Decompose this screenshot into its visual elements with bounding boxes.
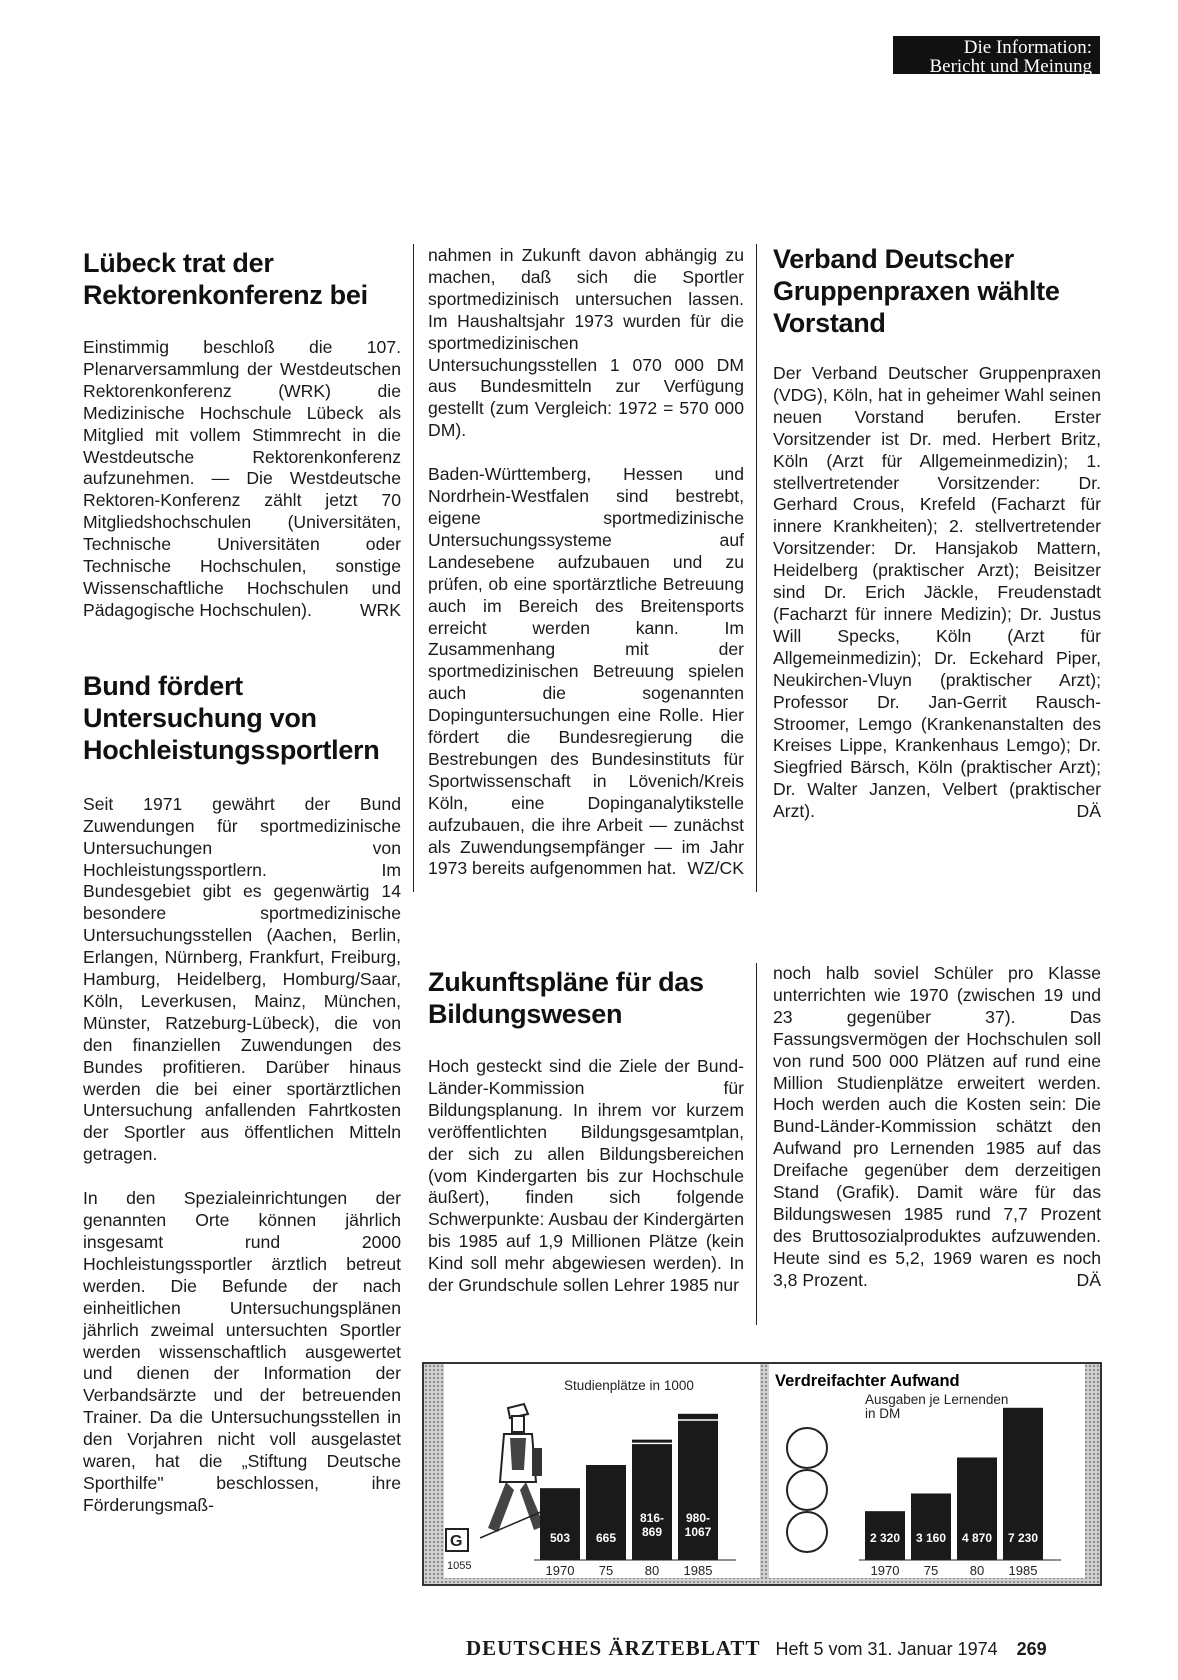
chart-panel-studienplaetze — [444, 1364, 760, 1578]
signature-wzck: WZ/CK — [687, 858, 744, 879]
publisher-logo-icon — [446, 1529, 468, 1551]
article-body-bund-p3: nahmen in Zukunft davon abhängig zu machen, daß sich die Sportler sportmedizinisch untersuchen lassen. Im Haushaltsjahr 1973 wurden für die sportmedizinischen Untersuchungsstellen 1 070 000 DM aus Bundesmitteln zur Verfügung gestellt (zum Vergleich: 1972 = 570 000 DM). — [428, 245, 744, 441]
chart2-title: Verdreifachter Aufwand — [775, 1372, 960, 1390]
chart1-value-label-0: 503 — [549, 1531, 571, 1545]
chart1-badge: 1055 — [447, 1560, 472, 1572]
article-body-luebeck: Einstimmig beschloß die 107. Plenarversammlung der Westdeutschen Rektorenkonferenz (WRK) die Medizinische Hochschule Lübeck als Mitglied mit vollem Stimmrecht in die Westdeutsche Rektorenkonferenz aufzunehmen. — Die Westdeutsche Rektoren-Konferenz zählt jetzt 70 Mitgliedshochschulen (Universitäten, Technische Universitäten oder Technische Hochschulen, sonstige Wissenschaftliche Hochschulen und Pädagogische Hochschulen). WRK — [83, 337, 401, 620]
column-3-lower — [773, 963, 1101, 1292]
article-body-bund-p1: Seit 1971 gewährt der Bund Zuwendungen für sportmedizinische Untersuchungen von Hochleistungssportlern. Im Bundesgebiet gibt es gegenwärtig 14 besondere sportmedizinische Untersuchungsstellen (Aachen, Berlin, Erlangen, Nürnberg, Frankfurt, Freiburg, Hamburg, Heidelberg, Homburg/Saar, Köln, Leverkusen, Mainz, München, Münster, Ratzeburg-Lübeck), die von den finanziellen Zuwendungen des Bundes profitieren. Darüber hinaus werden die bei einer sportärztlichen Untersuchung anfallenden Fahrtkosten der Sportler aus öffentlichen Mitteln getragen. — [83, 793, 401, 1165]
chart-studienplaetze-svg — [444, 1364, 760, 1578]
article-body-bund-p4: Baden-Württemberg, Hessen und Nordrhein-Westfalen sind bestrebt, eigene sportmedizinische Untersuchungssysteme auf Landesebene aufzubauen und zu prüfen, ob eine sportärztliche Betreuung auch im Bereich des Breitensports erreicht werden kann. Im Zusammenhang mit der sportmedizinischen Betreuung spielen auch die sogenannten Dopinguntersuchungen eine Rolle. Hier fördert die Bundesregierung die Bestrebungen des Bundesinstituts für Sportwissenschaft in Lövenich/Kreis Köln, eine Dopinganalytikstelle aufzubauen, die ihre Arbeit — zunächst als Zuwendungsempfänger — im Jahr 1973 bereits aufgenommen hat. WZ/CK — [428, 464, 744, 879]
chart2-value-label-3: 7 230 — [1007, 1531, 1039, 1545]
chart-aufwand-svg — [769, 1364, 1085, 1578]
article-body-verband: Der Verband Deutscher Gruppenpraxen (VDG), Köln, hat in geheimer Wahl seinen neuen Vorstand berufen. Erster Vorsitzender ist Dr. med. Herbert Britz, Köln (Arzt für Allgemeinmedizin); 1. stellvertretender Vorsitzender: Dr. Gerhard Crous, Krefeld (Facharzt für innere Krankheiten); 2. stellvertretender Vorsitzender: Dr. Hansjakob Mattern, Heidelberg (praktischer Arzt); Beisitzer sind Dr. Erich Jäckle, Freudenstadt (Facharzt für innere Medizin); Dr. Justus Will Specks, Köln (Arzt für Allgemeinmedizin); Dr. Eckehard Piper, Neukirchen-Vluyn (praktischer Arzt); Professor Dr. Jan-Gerrit Rausch-Stroomer, Lemgo (Krankenanstalten des Kreises Lippe, Krankenhaus Lemgo); Dr. Siegfried Bärsch, Köln (praktischer Arzt); Dr. Walter Janzen, Velbert (praktischer Arzt). DÄ — [773, 363, 1101, 822]
journal-name: DEUTSCHES ÄRZTEBLATT — [466, 1636, 761, 1660]
article-title-luebeck: Lübeck trat der Rektorenkonferenz bei — [83, 248, 368, 310]
chart2-tick-label-1: 75 — [923, 1563, 939, 1578]
student-figure-icon — [480, 1404, 550, 1538]
section-header-line-2: Bericht und Meinung — [929, 56, 1092, 77]
chart2-ylabel-line: Ausgaben je Lernenden in DM — [865, 1392, 1009, 1421]
chart2-tick-label-2: 80 — [969, 1563, 985, 1578]
column-2-lower — [428, 966, 744, 1297]
chart2-value-label-0: 2 320 — [869, 1531, 901, 1545]
chart1-value-label-3-0: 980- — [685, 1511, 711, 1525]
page-number: 269 — [1016, 1639, 1047, 1659]
tripled-rings-icon — [787, 1428, 827, 1552]
signature-dae-zukunft: DÄ — [1076, 1269, 1101, 1290]
issue-info: Heft 5 vom 31. Januar 1974 — [775, 1639, 998, 1659]
chart2-value-label-1: 3 160 — [915, 1531, 947, 1545]
chart-panel-aufwand — [769, 1364, 1085, 1578]
section-header — [893, 36, 1100, 77]
section-header-line-1: Die Information: — [963, 37, 1092, 58]
chart1-value-label-1: 665 — [595, 1531, 617, 1545]
column-rule-3 — [756, 963, 757, 1325]
article-title-verband: Verband Deutscher Gruppenpraxen wählte Vorstand — [773, 244, 1060, 338]
chart1-value-label-2-0: 816- — [639, 1511, 665, 1525]
article-body-zukunft-p2: noch halb soviel Schüler pro Klasse unterrichten wie 1970 (zwischen 19 und 23 gegenüber 37). Das Fassungsvermögen der Hochschulen soll von rund 500 000 Plätzen auf rund eine Million Studienplätze erweitert werden. Hoch werden auch die Kosten sein: Die Bund-Länder-Kommission schätzt den Aufwand pro Lernenden 1985 auf das Dreifache gegenüber dem derzeitigen Stand (Grafik). Damit wäre für das Bildungswesen 1985 rund 7,7 Prozent des Bruttosozialproduktes aufzuwenden. Heute sind es 5,2, 1969 waren es noch 3,8 Prozent. DÄ — [773, 963, 1101, 1290]
chart1-tick-label-1: 75 — [598, 1563, 614, 1578]
signature-wrk: WRK — [359, 599, 401, 620]
chart2-tick-label-0: 1970 — [870, 1563, 900, 1578]
article-title-zukunft: Zukunftspläne für das Bildungswesen — [428, 967, 704, 1029]
page-footer — [466, 1636, 1047, 1661]
chart1-tick-label-2: 80 — [644, 1563, 660, 1578]
column-2 — [428, 245, 744, 880]
chart1-value-label-2-1: 869 — [641, 1525, 663, 1539]
chart1-tick-label-3: 1985 — [683, 1563, 713, 1578]
chart1-bar-0 — [540, 1488, 580, 1560]
chart1-bar-1 — [586, 1465, 626, 1560]
article-body-bund-p2: In den Spezialeinrichtungen der genannten Orte können jährlich insgesamt rund 2000 Hochleistungssportler ärztlich betreut werden. Die Befunde der nach einheitlichen Untersuchungsplänen jährlich zweimal untersuchten Sportler werden wissenschaftlich ausgewertet und dienen der Information der Verbandsärzte und der betreuenden Trainer. Da die Untersuchungsstellen in den Vorjahren nicht voll ausgelastet waren, hat die „Stiftung Deutsche Sporthilfe" beschlossen, ihre Förderungsmaß- — [83, 1188, 401, 1515]
chart1-bar-2 — [632, 1440, 672, 1560]
chart1-value-label-3-1: 1067 — [684, 1525, 712, 1539]
chart2-value-label-2: 4 870 — [961, 1531, 993, 1545]
column-rule-1 — [413, 244, 414, 892]
chart-graphic — [422, 1362, 1102, 1586]
chart2-tick-label-3: 1985 — [1008, 1563, 1038, 1578]
column-rule-2 — [756, 244, 757, 892]
chart1-tick-label-0: 1970 — [545, 1563, 575, 1578]
column-1 — [83, 247, 401, 1517]
signature-dae-verband: DÄ — [1076, 801, 1101, 822]
column-3 — [773, 243, 1101, 823]
svg-text:G: G — [450, 1533, 463, 1550]
chart2-bar-1 — [911, 1493, 951, 1560]
chart1-ylabel: Studienplätze in 1000 — [564, 1378, 694, 1393]
article-title-bund: Bund fördert Untersuchung von Hochleistungssportlern — [83, 670, 380, 765]
article-body-zukunft-p1: Hoch gesteckt sind die Ziele der Bund-Länder-Kommission für Bildungsplanung. In ihrem vor kurzem veröffentlichten Bildungsgesamtplan, der sich zu allen Bildungsbereichen (vom Kindergarten bis zur Hochschule äußert), finden sich folgende Schwerpunkte: Ausbau der Kindergärten bis 1985 auf 1,9 Millionen Plätze (kein Kind soll mehr abgewiesen werden). In der Grundschule sollen Lehrer 1985 nur — [428, 1056, 744, 1296]
